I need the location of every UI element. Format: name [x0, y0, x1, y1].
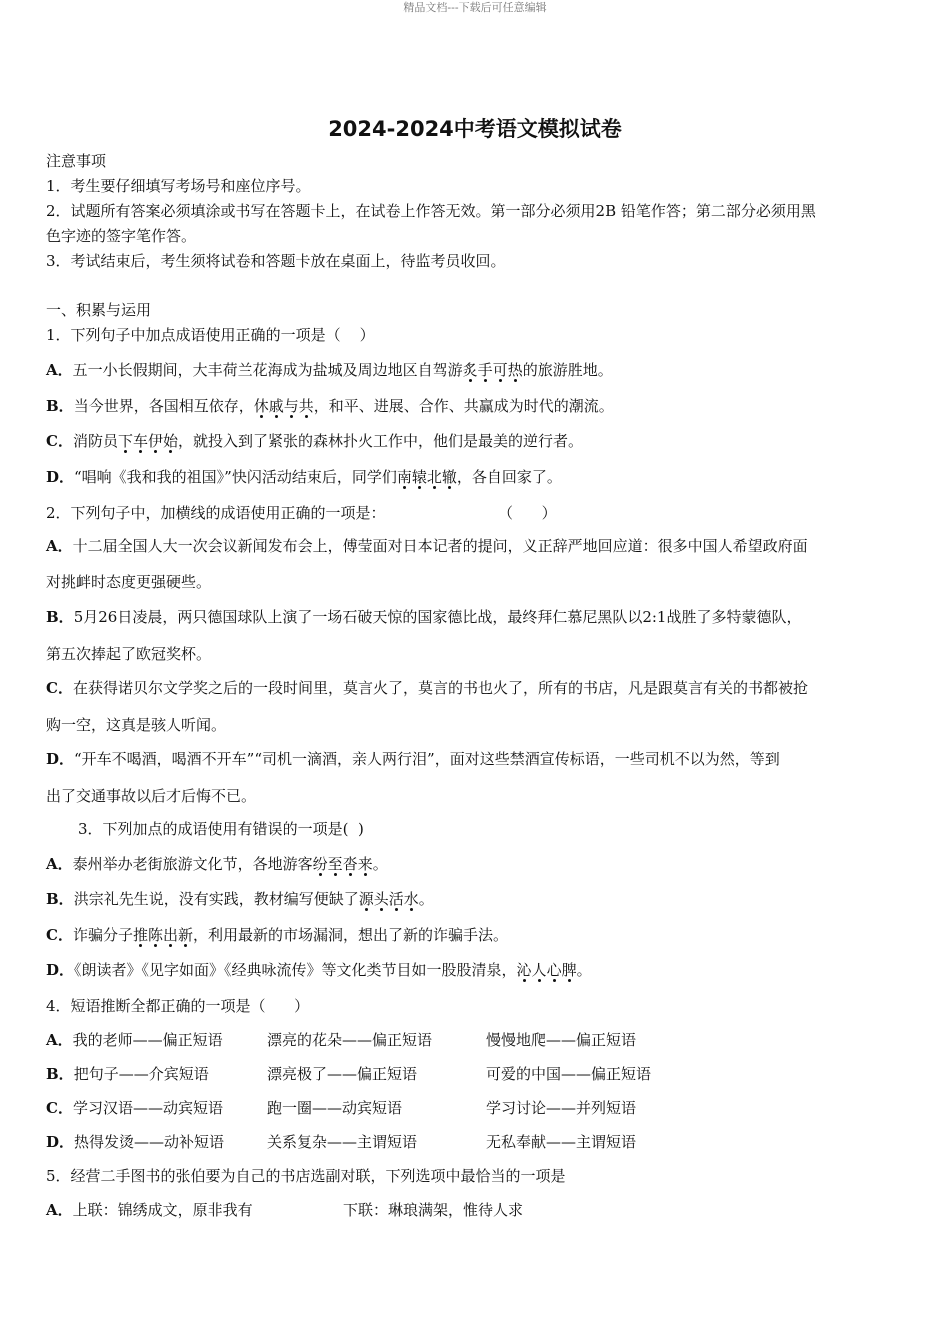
option-text: 出了交通事故以后才后悔不已。: [46, 787, 257, 805]
option-text: 对挑衅时态度更强硬些。: [46, 573, 212, 591]
dotted-char: 始: [163, 432, 179, 450]
phrase-cell: 无私奉献——主谓短语: [486, 1133, 637, 1151]
dotted-char: 戚: [268, 397, 284, 415]
question-2-line: [46, 714, 226, 736]
couplet-upper: 上联：锦绣成文，原非我有: [72, 1201, 253, 1219]
question-2-line: [46, 606, 801, 628]
option-label: D．: [46, 750, 75, 768]
phrase-cell: 学习讨论——并列短语: [486, 1099, 637, 1117]
answer-paren: （ ）: [498, 504, 557, 522]
option-label: B．: [46, 1065, 74, 1083]
dotted-char: 来: [357, 855, 373, 873]
dotted-char: 新: [178, 926, 194, 944]
option-label: A．: [46, 1031, 73, 1049]
option-label: B．: [46, 890, 74, 908]
dotted-char: 南: [396, 468, 412, 486]
question-2-line: [46, 571, 211, 593]
option-text: 《朗读者》《见字如面》《经典咏流传》等文化类节目如一股股清泉，: [74, 961, 517, 979]
question-3-option-b: [46, 888, 434, 910]
notice-item: 2．试题所有答案必须填涂或书写在答题卡上，在试卷上作答无效。第一部分必须用2B 铅笔作答；第二部分必须用黑: [46, 202, 816, 220]
option-text: 5月26日凌晨，两只德国球队上演了一场石破天惊的国家德比战，最终拜仁慕尼黑队以2:1战胜了多特蒙德队，: [73, 608, 802, 626]
emphasis-text: 有错误: [237, 820, 283, 838]
dotted-char: 人: [531, 961, 547, 979]
question-1-option-c: [46, 430, 583, 452]
question-3-option-d: [46, 959, 592, 981]
phrase-cell: 慢慢地爬——偏正短语: [486, 1031, 637, 1049]
dotted-char: 休: [253, 397, 269, 415]
dotted-char: 手: [477, 361, 493, 379]
dotted-char: 心: [546, 961, 562, 979]
dotted-char: 下: [117, 432, 133, 450]
phrase-cell: 我的老师——偏正短语: [72, 1031, 223, 1049]
dotted-char: 推: [132, 926, 148, 944]
option-text: ，利用最新的市场漏洞，想出了新的诈骗手法。: [193, 926, 509, 944]
dotted-char: 共: [298, 397, 314, 415]
section-heading: 一、积累与运用: [46, 301, 152, 319]
question-5-stem: 5．经营二手图书的张伯要为自己的书店选副对联，下列选项中最恰当的一项是: [46, 1167, 566, 1185]
notice-item: 1．考生要仔细填写考场号和座位序号。: [46, 177, 311, 195]
question-4-row: [46, 1063, 906, 1085]
option-label: A．: [46, 537, 73, 555]
option-label: C．: [46, 926, 73, 944]
question-2-line: [46, 677, 808, 699]
phrase-cell: 把句子——介宾短语: [73, 1065, 209, 1083]
question-2-line: [46, 535, 808, 557]
dotted-char: 出: [163, 926, 179, 944]
option-text: 购一空，这真是骇人听闻。: [46, 716, 227, 734]
option-text: 消防员: [72, 432, 118, 450]
option-text: 。: [372, 855, 388, 873]
dotted-char: 沁: [516, 961, 532, 979]
option-text: 。: [576, 961, 592, 979]
phrase-cell: 漂亮的花朵——偏正短语: [267, 1031, 433, 1049]
option-text: “唱响《我和我的祖国》”快闪活动结束后，同学们: [74, 468, 397, 486]
question-2-line: [46, 748, 780, 770]
phrase-cell: 关系复杂——主谓短语: [267, 1133, 418, 1151]
notice-item: 3．考试结束后，考生须将试卷和答题卡放在桌面上，待监考员收回。: [46, 252, 506, 270]
notice-heading: 注意事项: [46, 152, 107, 170]
question-1-option-a: [46, 359, 613, 381]
question-2-stem: 2．下列句子中，加横线的成语使用正确的一项是：: [46, 504, 386, 522]
dotted-char: 活: [388, 890, 404, 908]
option-text: ，就投入到了紧张的森林扑火工作中，他们是最美的逆行者。: [178, 432, 584, 450]
dotted-char: 头: [373, 890, 389, 908]
option-text: 泰州举办老街旅游文化节，各地游客: [72, 855, 313, 873]
stem-text: 3．下列加点的成语使用: [78, 820, 238, 838]
question-3-option-c: [46, 924, 508, 946]
question-5-option-a: [46, 1199, 906, 1221]
page-title: 2024-2024中考语文模拟试卷: [328, 117, 622, 141]
dotted-char: 水: [403, 890, 419, 908]
option-label: D．: [46, 468, 75, 486]
question-3-stem: [78, 818, 364, 840]
option-label: D．: [46, 1133, 75, 1151]
question-2-line: [46, 643, 211, 665]
dotted-char: 至: [327, 855, 343, 873]
option-text: ，和平、进展、合作、共赢成为时代的潮流。: [313, 397, 614, 415]
option-text: “开车不喝酒，喝酒不开车”“司机一滴酒，亲人两行泪”，面对这些禁酒宣传标语，一些司机不以为然，等到: [74, 750, 780, 768]
question-4-row: [46, 1097, 906, 1119]
dotted-char: 脾: [561, 961, 577, 979]
emphasis-text: 正确: [235, 326, 266, 344]
option-text: 当今世界，各国相互依存，: [73, 397, 254, 415]
question-2-line: [46, 785, 256, 807]
option-text: ，各自回家了。: [456, 468, 562, 486]
dotted-char: 沓: [342, 855, 358, 873]
option-label: A．: [46, 361, 73, 379]
stem-text: 的一项是( ): [282, 820, 364, 838]
stem-text: 1．下列句子中加点成语使用: [46, 326, 236, 344]
phrase-cell: 跑一圈——动宾短语: [267, 1099, 403, 1117]
phrase-cell: 热得发烫——动补短语: [74, 1133, 225, 1151]
option-text: 在获得诺贝尔文学奖之后的一段时间里，莫言火了，莫言的书也火了，所有的书店，凡是跟莫言有关的书都被抢: [72, 679, 808, 697]
question-4-stem: 4．短语推断全都正确的一项是（ ）: [46, 997, 310, 1015]
dotted-char: 车: [132, 432, 148, 450]
notice-item: 色字迹的签字笔作答。: [46, 227, 197, 245]
option-label: D．: [46, 961, 75, 979]
option-label: A．: [46, 1201, 73, 1219]
phrase-cell: 学习汉语——动宾短语: [72, 1099, 223, 1117]
option-text: 诈骗分子: [72, 926, 133, 944]
question-3-option-a: [46, 853, 388, 875]
option-text: 洪宗礼先生说，没有实践，教材编写便缺了: [73, 890, 359, 908]
stem-text: 的一项是（ ）: [265, 326, 375, 344]
page-header: 精品文档---下载后可任意编辑: [403, 1, 547, 14]
question-4-row: [46, 1029, 906, 1051]
dotted-char: 辙: [441, 468, 457, 486]
question-1-option-b: [46, 395, 614, 417]
question-1-stem: [46, 324, 375, 346]
dotted-char: 与: [283, 397, 299, 415]
option-label: C．: [46, 1099, 73, 1117]
couplet-lower: 下联：琳琅满架，惟待人求: [343, 1201, 524, 1219]
option-text: 第五次捧起了欧冠奖杯。: [46, 645, 212, 663]
option-label: B．: [46, 397, 74, 415]
option-label: A．: [46, 855, 73, 873]
option-text: 。: [418, 890, 434, 908]
question-1-option-d: [46, 466, 562, 488]
option-text: 的旅游胜地。: [522, 361, 613, 379]
option-text: 五一小长假期间，大丰荷兰花海成为盐城及周边地区自驾游: [72, 361, 463, 379]
phrase-cell: 漂亮极了——偏正短语: [267, 1065, 418, 1083]
dotted-char: 热: [507, 361, 523, 379]
phrase-cell: 可爱的中国——偏正短语: [486, 1065, 652, 1083]
dotted-char: 辕: [411, 468, 427, 486]
dotted-char: 源: [358, 890, 374, 908]
dotted-char: 伊: [148, 432, 164, 450]
question-4-row: [46, 1131, 906, 1153]
option-text: 十二届全国人大一次会议新闻发布会上，傅莹面对日本记者的提问，义正辞严地回应道：很多中国人希望政府面: [72, 537, 808, 555]
option-label: B．: [46, 608, 74, 626]
option-label: C．: [46, 432, 73, 450]
dotted-char: 炙: [462, 361, 478, 379]
dotted-char: 陈: [147, 926, 163, 944]
option-label: C．: [46, 679, 73, 697]
dotted-char: 北: [426, 468, 442, 486]
dotted-char: 可: [492, 361, 508, 379]
dotted-char: 纷: [312, 855, 328, 873]
